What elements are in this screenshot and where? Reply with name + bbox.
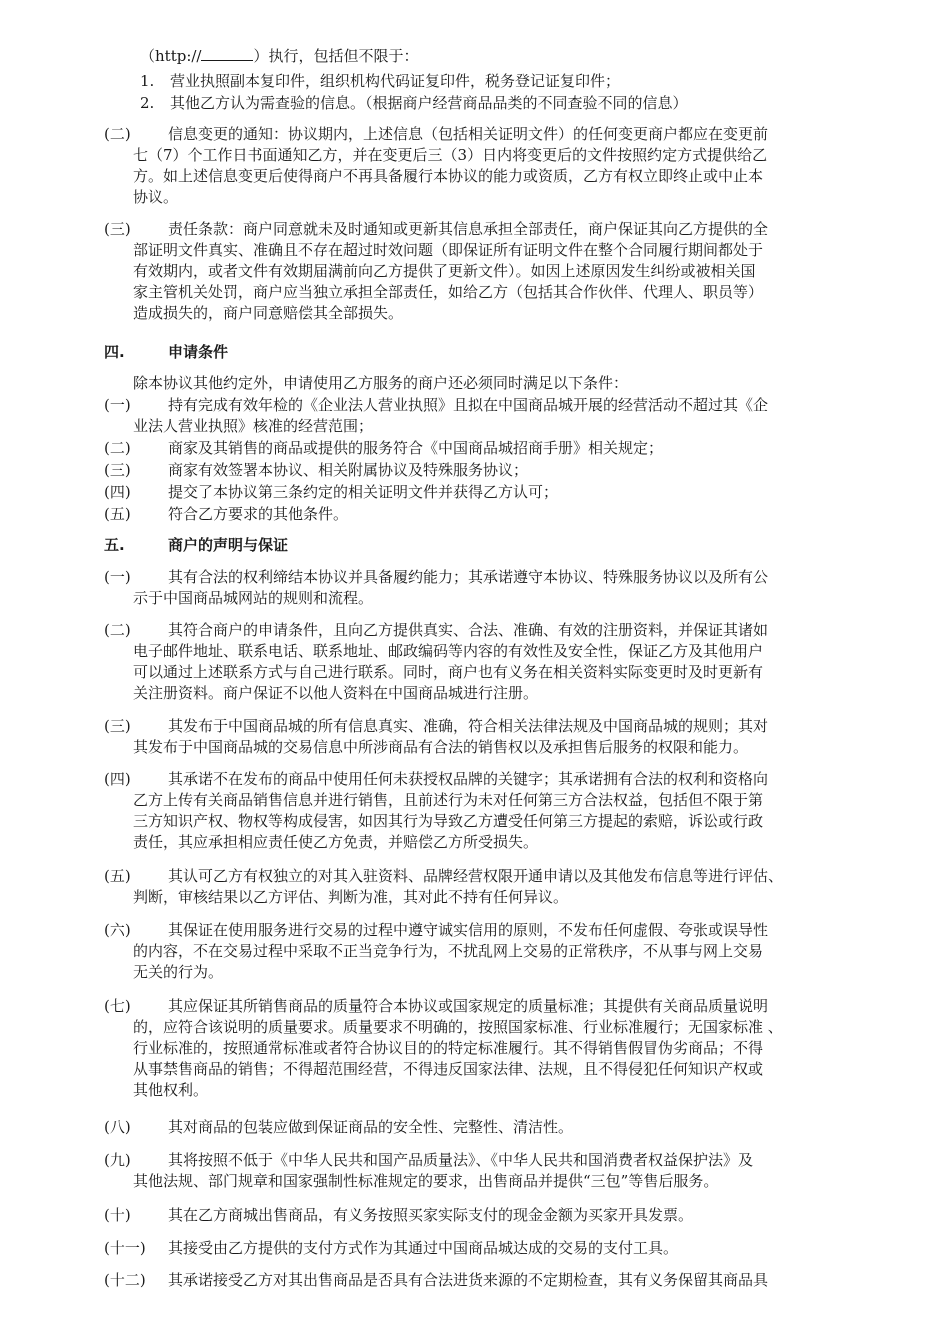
clause-number: (八) — [104, 1118, 131, 1136]
clause-line: 可以通过上述联系方式与自己进行联系。同时，商户也有义务在相关资料实际变更时及时更新有 — [133, 663, 764, 681]
clause-line: 其他权利。 — [133, 1081, 209, 1099]
clause-line: 业法人营业执照》核准的经营范围； — [133, 417, 374, 435]
clause-number: (三) — [104, 717, 131, 735]
section-number: 五. — [104, 536, 125, 554]
clause-line: 的，应符合该说明的质量要求。质量要求不明确的，按照国家标准、行业标准履行；无国家标准 、 — [133, 1018, 783, 1036]
clause-line: 协议。 — [133, 188, 179, 206]
url-blank — [201, 46, 253, 61]
clause-number: (三) — [104, 220, 131, 238]
clause-line: 信息变更的通知：协议期内，上述信息（包括相关证明文件）的任何变更商户都应在变更前 — [168, 125, 769, 143]
clause-line: 其承诺接受乙方对其出售商品是否具有合法进货来源的不定期检查，其有义务保留其商品具 — [168, 1271, 769, 1289]
clause-number: (三) — [104, 461, 131, 479]
clause-line: 七（7）个工作日书面通知乙方，并在变更后三（3）日内将变更后的文件按照约定方式提供给乙 — [133, 146, 768, 164]
clause-line: 方。如上述信息变更后使得商户不再具备履行本协议的能力或资质，乙方有权立即终止或中止本 — [133, 167, 764, 185]
clause-line: 其认可乙方有权独立的对其入驻资料、品牌经营权限开通申请以及其他发布信息等进行评估、 — [168, 867, 784, 885]
clause-number: (五) — [104, 505, 131, 523]
intro-line — [140, 46, 419, 66]
clause-line: 提交了本协议第三条约定的相关证明文件并获得乙方认可； — [168, 483, 559, 501]
clause-line: 其符合商户的申请条件，且向乙方提供真实、合法、准确、有效的注册资料，并保证其诸如 — [168, 621, 769, 639]
clause-line: 三方知识产权、物权等构成侵害，如因其行为导致乙方遭受任何第三方提起的索赔，诉讼或行政 — [133, 812, 764, 830]
section-title: 申请条件 — [168, 343, 229, 361]
clause-number: (十二) — [104, 1271, 146, 1289]
section-title: 商户的声明与保证 — [168, 536, 289, 554]
clause-line: 其有合法的权利缔结本协议并具备履约能力；其承诺遵守本协议、特殊服务协议以及所有公 — [168, 568, 769, 586]
clause-line: 其承诺不在发布的商品中使用任何未获授权品牌的关键字；其承诺拥有合法的权利和资格向 — [168, 770, 769, 788]
clause-line: 家主管机关处罚，商户应当独立承担全部责任，如给乙方（包括其合作伙伴、代理人、职员等） — [133, 283, 764, 301]
clause-line: 乙方上传有关商品销售信息并进行销售，且前述行为未对任何第三方合法权益，包括但不限于第 — [133, 791, 764, 809]
clause-line: 持有完成有效年检的《企业法人营业执照》且拟在中国商品城开展的经营活动不超过其《企 — [168, 396, 769, 414]
clause-line: 其他法规、部门规章和国家强制性标准规定的要求，出售商品并提供“三包”等售后服务。 — [133, 1172, 719, 1190]
clause-line: 其接受由乙方提供的支付方式作为其通过中国商品城达成的交易的支付工具。 — [168, 1239, 679, 1257]
clause-line: 商家有效签署本协议、相关附属协议及特殊服务协议； — [168, 461, 529, 479]
section-number: 四. — [104, 343, 125, 361]
intro-item-text: 其他乙方认为需查验的信息。（根据商户经营商品品类的不同查验不同的信息） — [170, 94, 688, 112]
intro-prefix: （http:// — [140, 47, 202, 65]
clause-line: 其在乙方商城出售商品，有义务按照买家实际支付的现金金额为买家开具发票。 — [168, 1206, 694, 1224]
clause-line: 责任，其应承担相应责任使乙方免责，并赔偿乙方所受损失。 — [133, 833, 539, 851]
intro-suffix: ）执行，包括但不限于： — [253, 47, 419, 65]
intro-item-num: 2. — [140, 94, 155, 112]
clause-line: 符合乙方要求的其他条件。 — [168, 505, 349, 523]
clause-number: (二) — [104, 621, 131, 639]
section-intro: 除本协议其他约定外，申请使用乙方服务的商户还必须同时满足以下条件： — [133, 374, 629, 392]
clause-line: 其保证在使用服务进行交易的过程中遵守诚实信用的原则，不发布任何虚假、夸张或误导性 — [168, 921, 769, 939]
clause-number: (十) — [104, 1206, 131, 1224]
clause-line: 部证明文件真实、准确且不存在超过时效问题（即保证所有证明文件在整个合同履行期间都处于 — [133, 241, 764, 259]
clause-line: 从事禁售商品的销售；不得超范围经营，不得违反国家法律、法规，且不得侵犯任何知识产权或 — [133, 1060, 764, 1078]
clause-number: (四) — [104, 770, 131, 788]
clause-line: 其将按照不低于《中华人民共和国产品质量法》、《中华人民共和国消费者权益保护法》及 — [168, 1151, 754, 1169]
clause-line: 其对商品的包装应做到保证商品的安全性、完整性、清洁性。 — [168, 1118, 574, 1136]
clause-number: (九) — [104, 1151, 131, 1169]
clause-line: 其应保证其所销售商品的质量符合本协议或国家规定的质量标准；其提供有关商品质量说明 — [168, 997, 769, 1015]
intro-item-num: 1. — [140, 72, 155, 90]
clause-line: 关注册资料。商户保证不以他人资料在中国商品城进行注册。 — [133, 684, 539, 702]
clause-number: (四) — [104, 483, 131, 501]
clause-line: 商家及其销售的商品或提供的服务符合《中国商品城招商手册》相关规定； — [168, 439, 664, 457]
clause-number: (二) — [104, 125, 131, 143]
clause-line: 的内容，不在交易过程中采取不正当竞争行为，不扰乱网上交易的正常秩序，不从事与网上交易 — [133, 942, 764, 960]
clause-number: (六) — [104, 921, 131, 939]
clause-number: (七) — [104, 997, 131, 1015]
clause-line: 造成损失的，商户同意赔偿其全部损失。 — [133, 304, 404, 322]
clause-line: 无关的行为。 — [133, 963, 224, 981]
intro-item-text: 营业执照副本复印件，组织机构代码证复印件，税务登记证复印件； — [170, 72, 621, 90]
clause-number: (一) — [104, 568, 131, 586]
clause-line: 判断，审核结果以乙方评估、判断为准，其对此不持有任何异议。 — [133, 888, 569, 906]
clause-line: 有效期内，或者文件有效期届满前向乙方提供了更新文件）。如因上述原因发生纠纷或被相关国 — [133, 262, 756, 280]
clause-line: 责任条款：商户同意就未及时通知或更新其信息承担全部责任，商户保证其向乙方提供的全 — [168, 220, 769, 238]
clause-number: (十一) — [104, 1239, 146, 1257]
clause-line: 行业标准的，按照通常标准或者符合协议目的的特定标准履行。其不得销售假冒伪劣商品；不得 — [133, 1039, 764, 1057]
clause-line: 其发布于中国商品城的交易信息中所涉商品有合法的销售权以及承担售后服务的权限和能力。 — [133, 738, 749, 756]
clause-number: (二) — [104, 439, 131, 457]
clause-line: 示于中国商品城网站的规则和流程。 — [133, 589, 374, 607]
clause-number: (五) — [104, 867, 131, 885]
clause-line: 其发布于中国商品城的所有信息真实、准确，符合相关法律法规及中国商品城的规则；其对 — [168, 717, 769, 735]
clause-line: 电子邮件地址、联系电话、联系地址、邮政编码等内容的有效性及安全性，保证乙方及其他用户 — [133, 642, 764, 660]
clause-number: (一) — [104, 396, 131, 414]
